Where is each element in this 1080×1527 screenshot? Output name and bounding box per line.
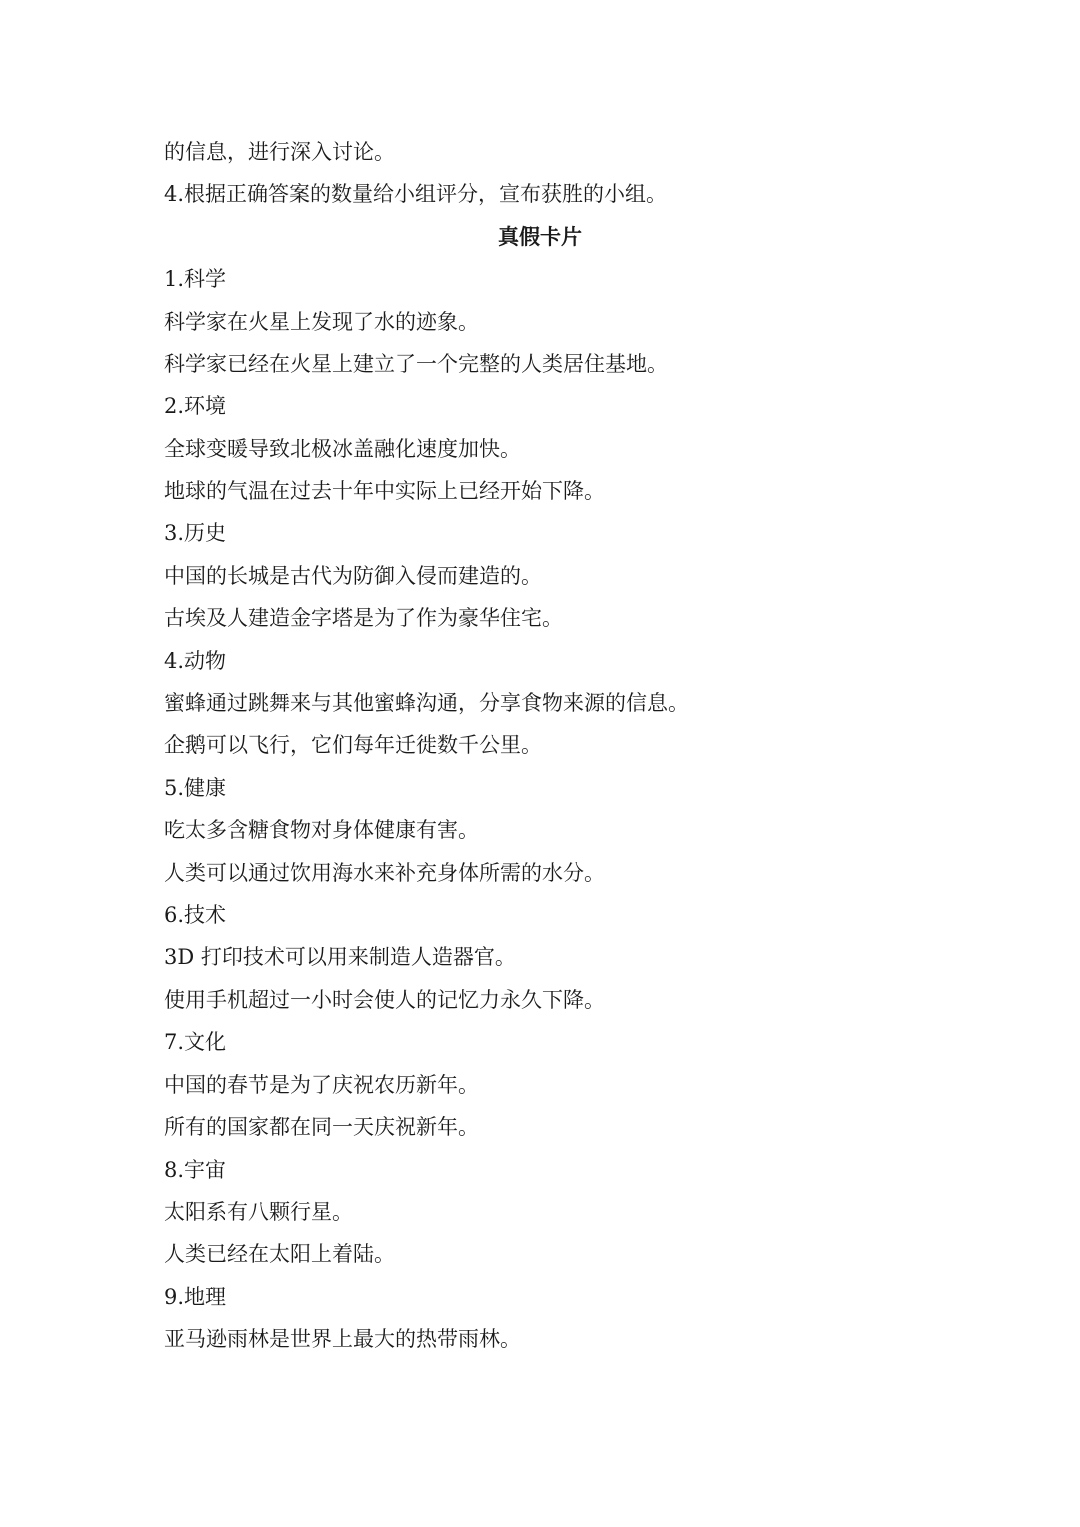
category-heading-environment: 2.环境 xyxy=(164,394,227,418)
category-heading-history: 3.历史 xyxy=(164,521,227,545)
statement: 3D 打印技术可以用来制造人造器官。 xyxy=(164,945,516,969)
statement: 使用手机超过一小时会使人的记忆力永久下降。 xyxy=(164,988,605,1012)
statement: 科学家在火星上发现了水的迹象。 xyxy=(164,310,479,334)
category-heading-universe: 8.宇宙 xyxy=(164,1158,227,1182)
statement: 地球的气温在过去十年中实际上已经开始下降。 xyxy=(164,479,605,503)
statement: 企鹅可以飞行，它们每年迁徙数千公里。 xyxy=(164,733,542,757)
statement: 全球变暖导致北极冰盖融化速度加快。 xyxy=(164,437,521,461)
category-heading-health: 5.健康 xyxy=(164,776,227,800)
statement: 蜜蜂通过跳舞来与其他蜜蜂沟通，分享食物来源的信息。 xyxy=(164,691,689,715)
statement: 中国的长城是古代为防御入侵而建造的。 xyxy=(164,564,542,588)
page-title: 真假卡片 xyxy=(498,224,582,249)
statement: 人类已经在太阳上着陆。 xyxy=(164,1242,395,1266)
statement: 吃太多含糖食物对身体健康有害。 xyxy=(164,818,479,842)
statement: 所有的国家都在同一天庆祝新年。 xyxy=(164,1115,479,1139)
category-heading-geography: 9.地理 xyxy=(164,1285,227,1309)
statement: 中国的春节是为了庆祝农历新年。 xyxy=(164,1073,479,1097)
category-heading-culture: 7.文化 xyxy=(164,1030,227,1054)
statement: 人类可以通过饮用海水来补充身体所需的水分。 xyxy=(164,861,605,885)
statement: 太阳系有八颗行星。 xyxy=(164,1200,353,1224)
statement: 古埃及人建造金字塔是为了作为豪华住宅。 xyxy=(164,606,563,630)
intro-line-1: 的信息，进行深入讨论。 xyxy=(164,140,395,164)
statement: 亚马逊雨林是世界上最大的热带雨林。 xyxy=(164,1327,521,1351)
category-heading-technology: 6.技术 xyxy=(164,903,227,927)
category-heading-science: 1.科学 xyxy=(164,267,227,291)
statement: 科学家已经在火星上建立了一个完整的人类居住基地。 xyxy=(164,352,668,376)
category-heading-animals: 4.动物 xyxy=(164,649,227,673)
intro-line-2: 4.根据正确答案的数量给小组评分，宣布获胜的小组。 xyxy=(164,182,668,206)
